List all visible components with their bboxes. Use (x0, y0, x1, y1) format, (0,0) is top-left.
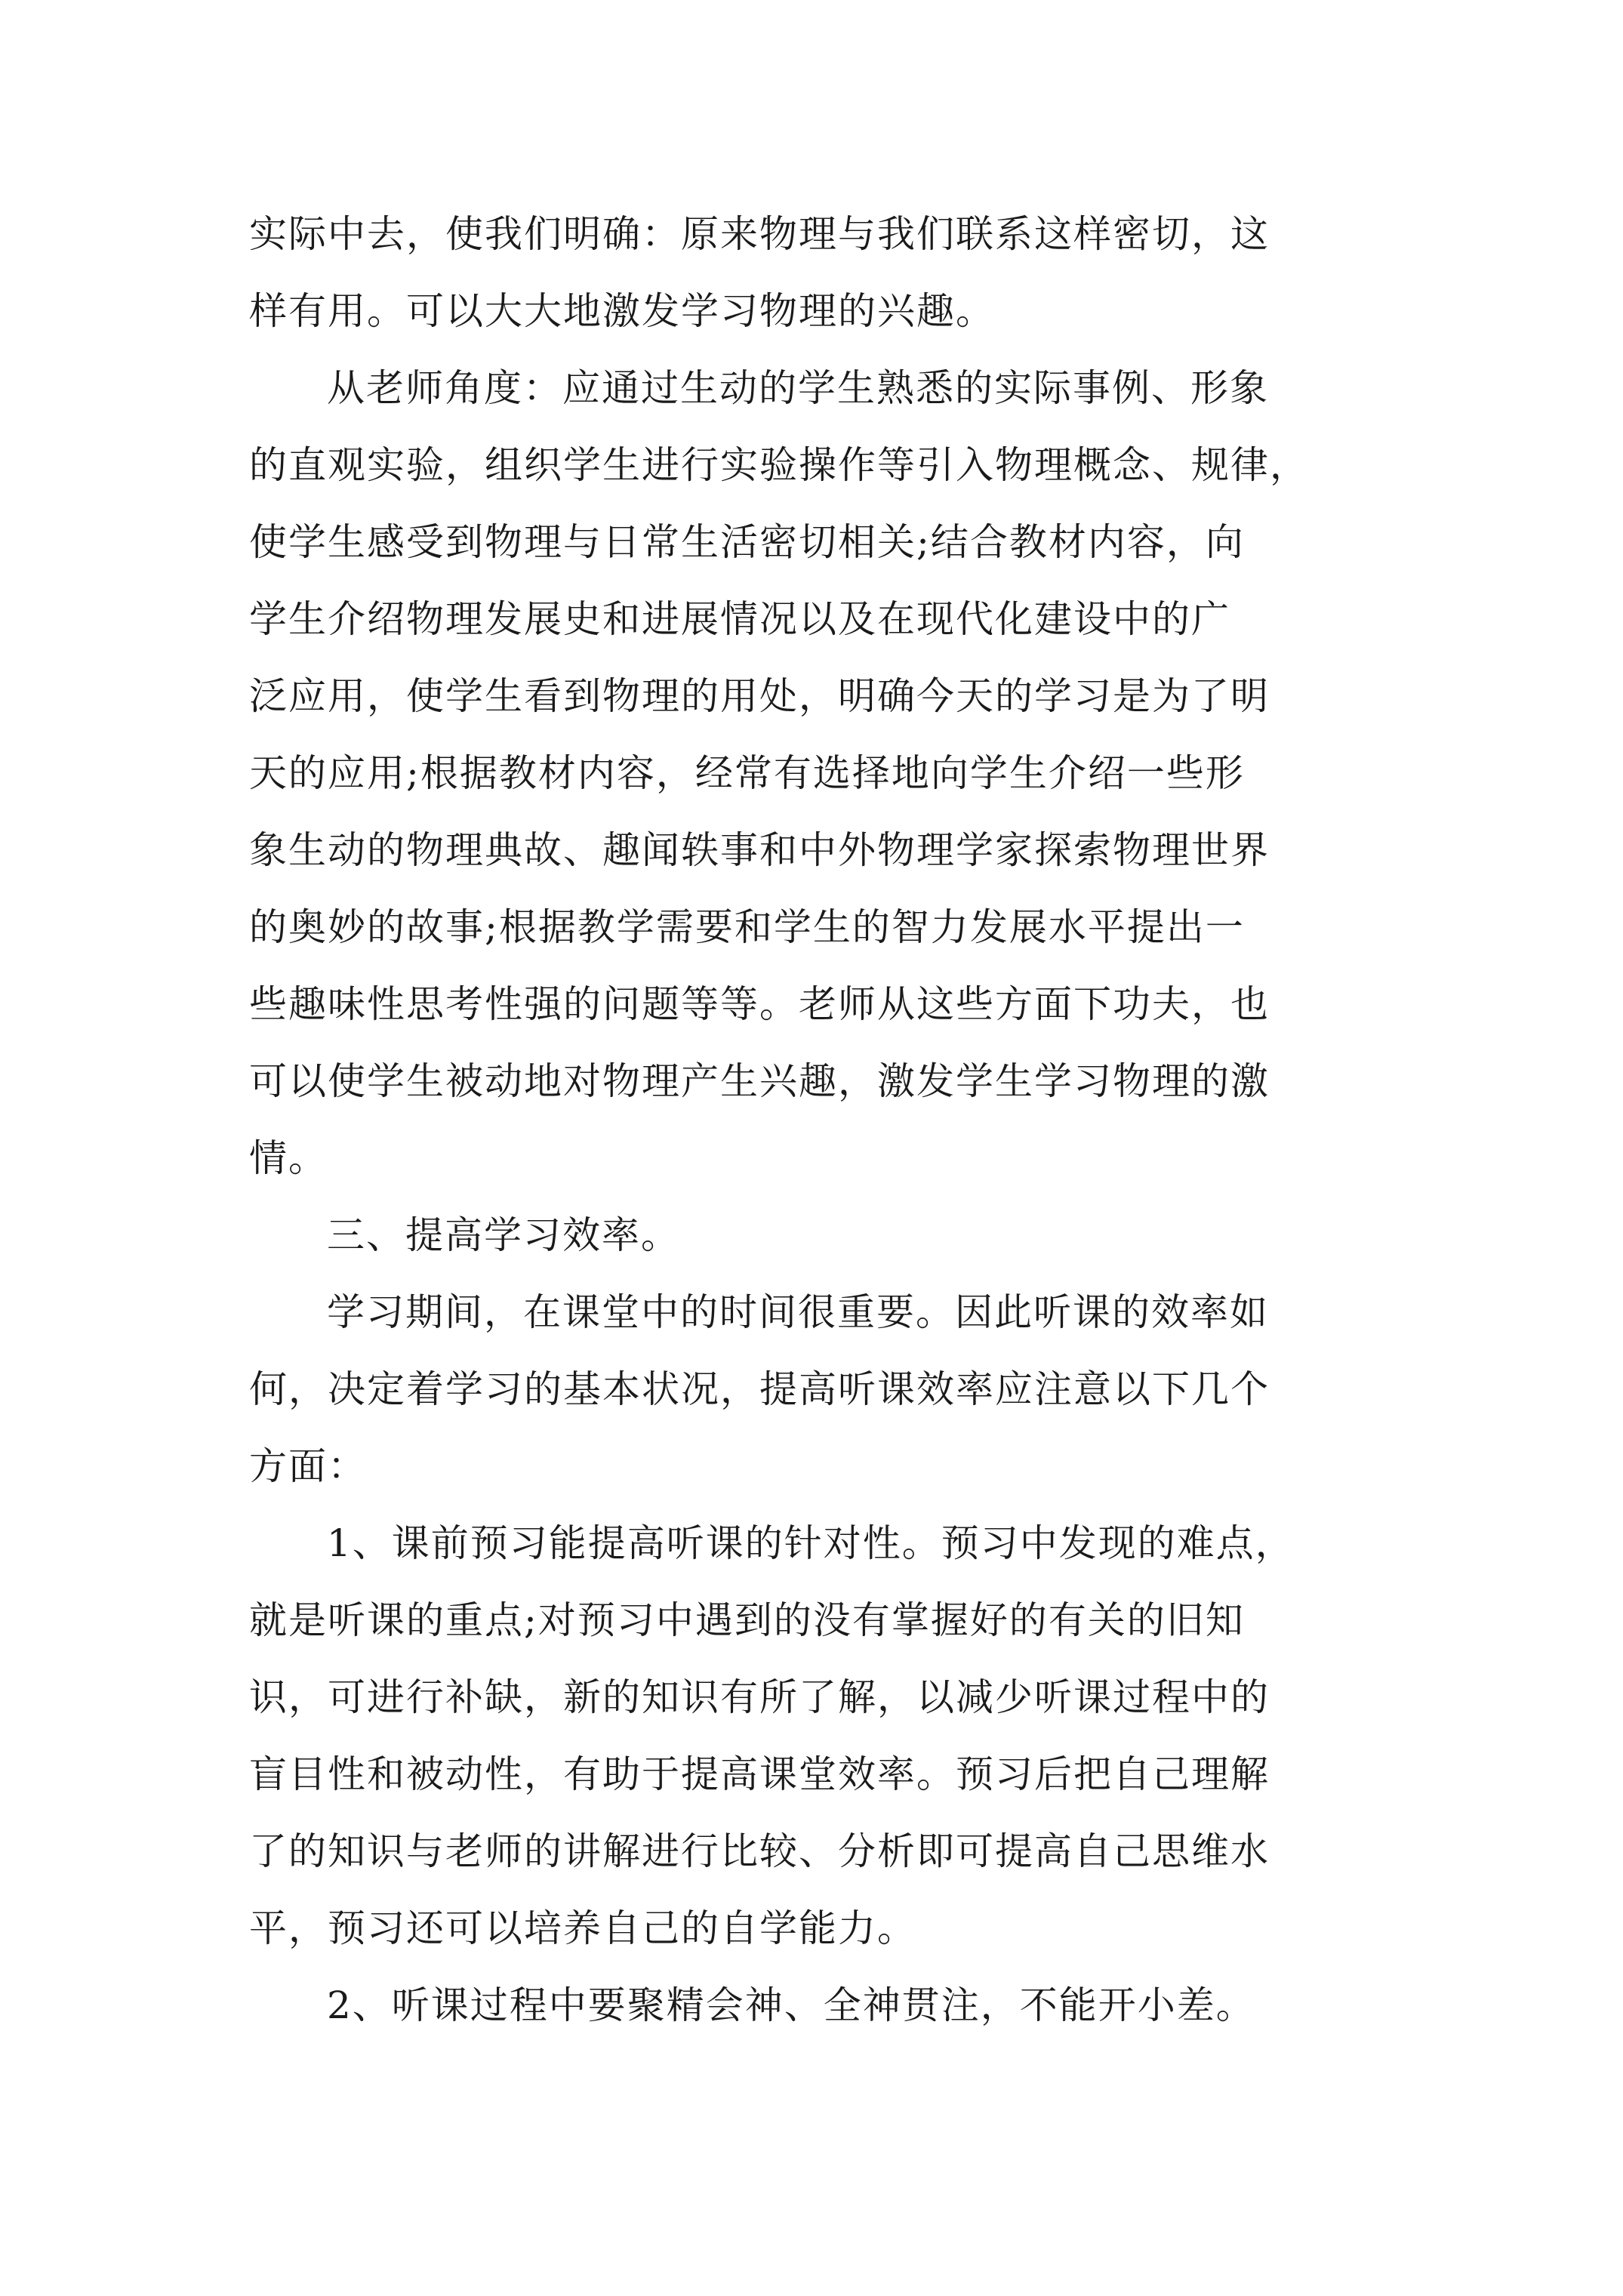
text-line: 学习期间，在课堂中的时间很重要。因此听课的效率如 (327, 1290, 1269, 1334)
text-line: 识，可进行补缺，新的知识有所了解，以减少听课过程中的 (249, 1675, 1270, 1719)
text-line: 盲目性和被动性，有助于提高课堂效率。预习后把自己理解 (249, 1752, 1270, 1796)
text-line: 可以使学生被动地对物理产生兴趣，激发学生学习物理的激 (249, 1059, 1270, 1103)
text-line: 实际中去，使我们明确：原来物理与我们联系这样密切，这 (249, 212, 1270, 256)
text-line: 情。 (249, 1136, 328, 1180)
text-line: 了的知识与老师的讲解进行比较、分析即可提高自己思维水 (249, 1829, 1270, 1873)
text-line: 就是听课的重点;对预习中遇到的没有掌握好的有关的旧知 (249, 1598, 1245, 1642)
text-line: 何，决定着学习的基本状况，提高听课效率应注意以下几个 (249, 1367, 1270, 1411)
text-line: 些趣味性思考性强的问题等等。老师从这些方面下功夫，也 (249, 982, 1270, 1026)
text-line: 样有用。可以大大地激发学习物理的兴趣。 (249, 289, 995, 333)
text-line: 使学生感受到物理与日常生活密切相关;结合教材内容，向 (249, 520, 1245, 564)
text-line: 学生介绍物理发展史和进展情况以及在现代化建设中的广 (249, 597, 1230, 641)
text-line: 2、听课过程中要聚精会神、全神贯注，不能开小差。 (327, 1983, 1255, 2027)
text-line: 从老师角度：应通过生动的学生熟悉的实际事例、形象 (327, 366, 1269, 410)
text-line: 象生动的物理典故、趣闻轶事和中外物理学家探索物理世界 (249, 828, 1270, 872)
text-line: 1、课前预习能提高听课的针对性。预习中发现的难点， (327, 1521, 1295, 1565)
text-line: 平，预习还可以培养自己的自学能力。 (249, 1906, 916, 1950)
text-line: 方面： (249, 1444, 367, 1488)
text-line: 天的应用;根据教材内容，经常有选择地向学生介绍一些形 (249, 751, 1245, 795)
section-heading: 三、提高学习效率。 (327, 1213, 680, 1257)
text-line: 泛应用，使学生看到物理的用处，明确今天的学习是为了明 (249, 674, 1270, 718)
text-line: 的直观实验，组织学生进行实验操作等引入物理概念、规律， (249, 443, 1309, 487)
text-line: 的奥妙的故事;根据教学需要和学生的智力发展水平提出一 (249, 905, 1245, 949)
